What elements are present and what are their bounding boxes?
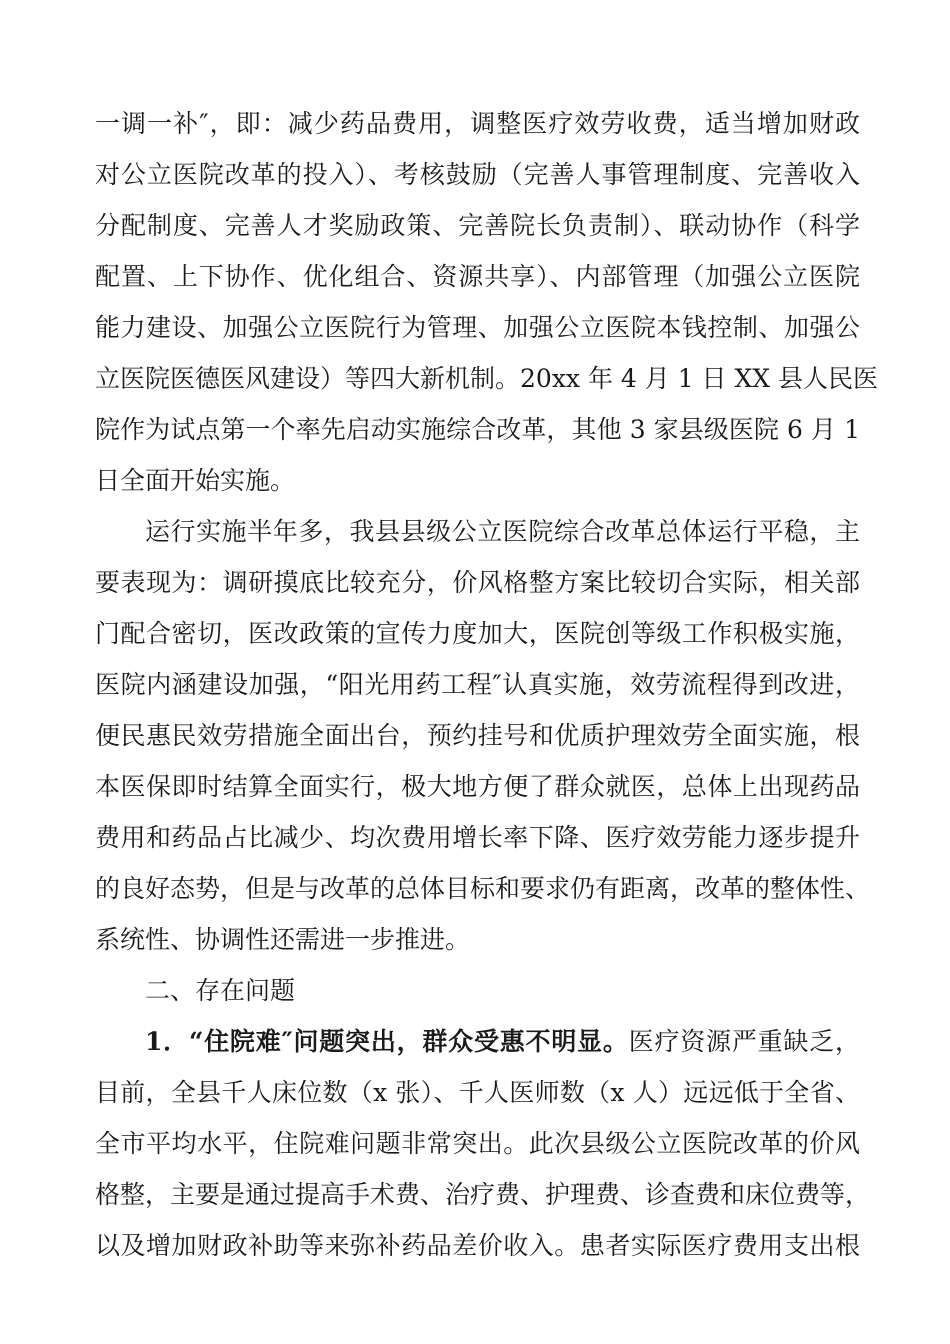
paragraph-reform-mechanisms (95, 98, 879, 506)
paragraph-hospitalization-problem (95, 1016, 871, 1271)
text-line: 院作为试点第一个率先启动实施综合改革，其他 3 家县级医院 6 月 1 (95, 415, 860, 444)
text-line: 便民惠民效劳措施全面出台，预约挂号和优质护理效劳全面实施，根 (95, 721, 860, 750)
text-line: 本医保即时结算全面实行，极大地方便了群众就医，总体上出现药品 (95, 772, 860, 801)
document-body (95, 98, 879, 1271)
text-line: 以及增加财政补助等来弥补药品差价收入。患者实际医疗费用支出根 (95, 1231, 860, 1260)
text-line: 配置、上下协作、优化组合、资源共享）、内部管理（加强公立医院 (95, 262, 860, 291)
text-line: 费用和药品占比减少、均次费用增长率下降、医疗效劳能力逐步提升 (95, 823, 860, 852)
first-line-rest: 医疗资源严重缺乏， (628, 1027, 860, 1056)
section-heading-text: 二、存在问题 (145, 976, 296, 1005)
text-line: 对公立医院改革的投入）、考核鼓励（完善人事管理制度、完善收入 (95, 160, 860, 189)
text-line: 分配制度、完善人才奖励政策、完善院长负责制）、联动协作（科学 (95, 211, 860, 240)
paragraph-implementation-status (95, 506, 871, 965)
text-line: 日全面开始实施。 (95, 466, 296, 495)
text-line: 目前，全县千人床位数（x 张）、千人医师数（x 人）远远低于全省、 (95, 1078, 860, 1107)
text-line: 运行实施半年多，我县县级公立医院综合改革总体运行平稳，主 (145, 517, 860, 546)
section-heading (95, 965, 860, 1016)
text-line: 医院内涵建设加强，“阳光用药工程″认真实施，效劳流程得到改进， (95, 670, 860, 699)
bold-lead-sentence: 1．“住院难″问题突出，群众受惠不明显。 (145, 1027, 629, 1056)
text-line: 全市平均水平，住院难问题非常突出。此次县级公立医院改革的价风 (95, 1129, 860, 1158)
text-line: 立医院医德医风建设）等四大新机制。20xx 年 4 月 1 日 XX 县人民医 (95, 364, 879, 393)
text-line: 要表现为：调研摸底比较充分，价风格整方案比较切合实际，相关部 (95, 568, 860, 597)
text-line: 门配合密切，医改政策的宣传力度加大，医院创等级工作积极实施， (95, 619, 860, 648)
text-line: 格整，主要是通过提高手术费、治疗费、护理费、诊查费和床位费等， (95, 1180, 871, 1209)
text-line: 能力建设、加强公立医院行为管理、加强公立医院本钱控制、加强公 (95, 313, 860, 342)
text-line (95, 1016, 860, 1067)
text-line: 系统性、协调性还需进一步推进。 (95, 925, 471, 954)
text-line: 的良好态势，但是与改革的总体目标和要求仍有距离，改革的整体性、 (95, 874, 871, 903)
text-line: 一调一补″，即：减少药品费用，调整医疗效劳收费，适当增加财政 (95, 109, 860, 138)
